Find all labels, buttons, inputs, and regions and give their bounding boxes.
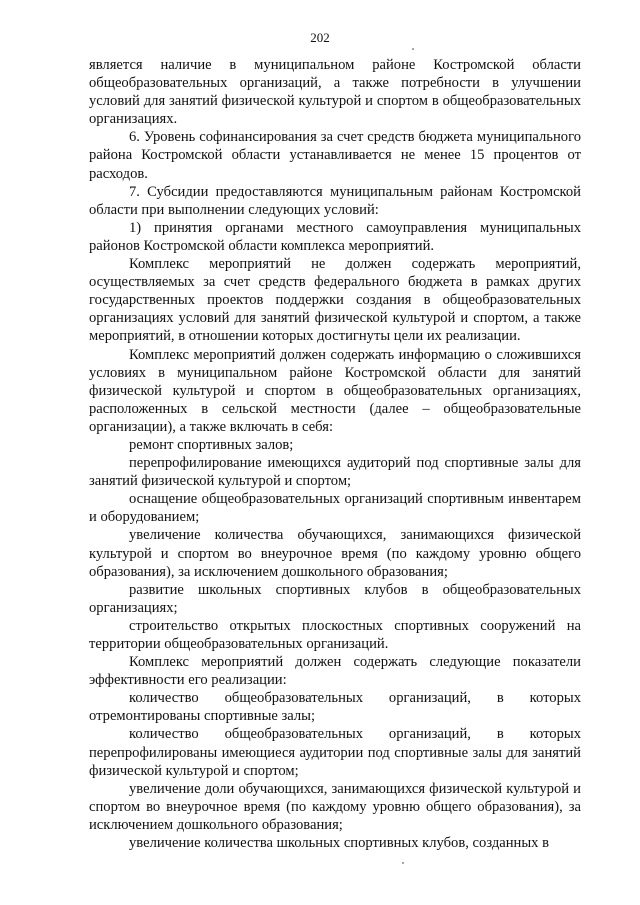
scan-speck — [412, 48, 414, 50]
page-number: 202 — [310, 30, 330, 45]
paragraph: количество общеобразовательных организаций, в которых отремонтированы спортивные залы; — [89, 690, 581, 725]
paragraph: перепрофилирование имеющихся аудиторий под спортивные залы для занятий физической культурой и спортом; — [89, 455, 581, 490]
document-body — [89, 56, 581, 852]
paragraph: Комплекс мероприятий не должен содержать мероприятий, осуществляемых за счет средств федерального бюджета в рамках других государственных проектов поддержки создания в общеобразовательных организациях условий для занятий физической культурой и спортом, а также мероприятий, в отношении которых достигнуты цели их реализации. — [89, 256, 581, 345]
paragraph: 6. Уровень софинансирования за счет средств бюджета муниципального района Костромской области устанавливается не менее 15 процентов от расходов. — [89, 129, 581, 182]
scan-speck — [402, 862, 404, 864]
paragraph: является наличие в муниципальном районе Костромской области общеобразовательных организаций, а также потребности в улучшении условий для занятий физической культурой и спортом в общеобразовательных организациях. — [89, 57, 581, 128]
paragraph: 1) принятия органами местного самоуправления муниципальных районов Костромской области комплекса мероприятий. — [89, 219, 581, 254]
paragraph: развитие школьных спортивных клубов в общеобразовательных организациях; — [89, 581, 581, 616]
paragraph: увеличение количества обучающихся, занимающихся физической культурой и спортом во внеурочное время (по каждому уровню общего образования), за исключением дошкольного образования; — [89, 527, 581, 580]
paragraph: увеличение количества школьных спортивных клубов, созданных в — [129, 835, 549, 852]
paragraph: Комплекс мероприятий должен содержать информацию о сложившихся условиях в муниципальном районе Костромской области для занятий физической культурой и спортом в общеобразовательных организациях, расположенных в сельской местности (далее – общеобразовательные организации), а также включать в себя: — [89, 346, 581, 435]
paragraph: увеличение доли обучающихся, занимающихся физической культурой и спортом во внеурочное время (по каждому уровню общего образования), за исключением дошкольного образования; — [89, 780, 581, 833]
paragraph: Комплекс мероприятий должен содержать следующие показатели эффективности его реализации: — [89, 654, 581, 689]
paragraph: 7. Субсидии предоставляются муниципальным районам Костромской области при выполнении следующих условий: — [89, 183, 581, 218]
paragraph: оснащение общеобразовательных организаций спортивным инвентарем и оборудованием; — [89, 491, 581, 526]
paragraph: строительство открытых плоскостных спортивных сооружений на территории общеобразовательных организаций. — [89, 617, 581, 652]
paragraph: количество общеобразовательных организаций, в которых перепрофилированы имеющиеся аудитории под спортивные залы для занятий физической культурой и спортом; — [89, 726, 581, 779]
paragraph: ремонт спортивных залов; — [129, 436, 294, 453]
